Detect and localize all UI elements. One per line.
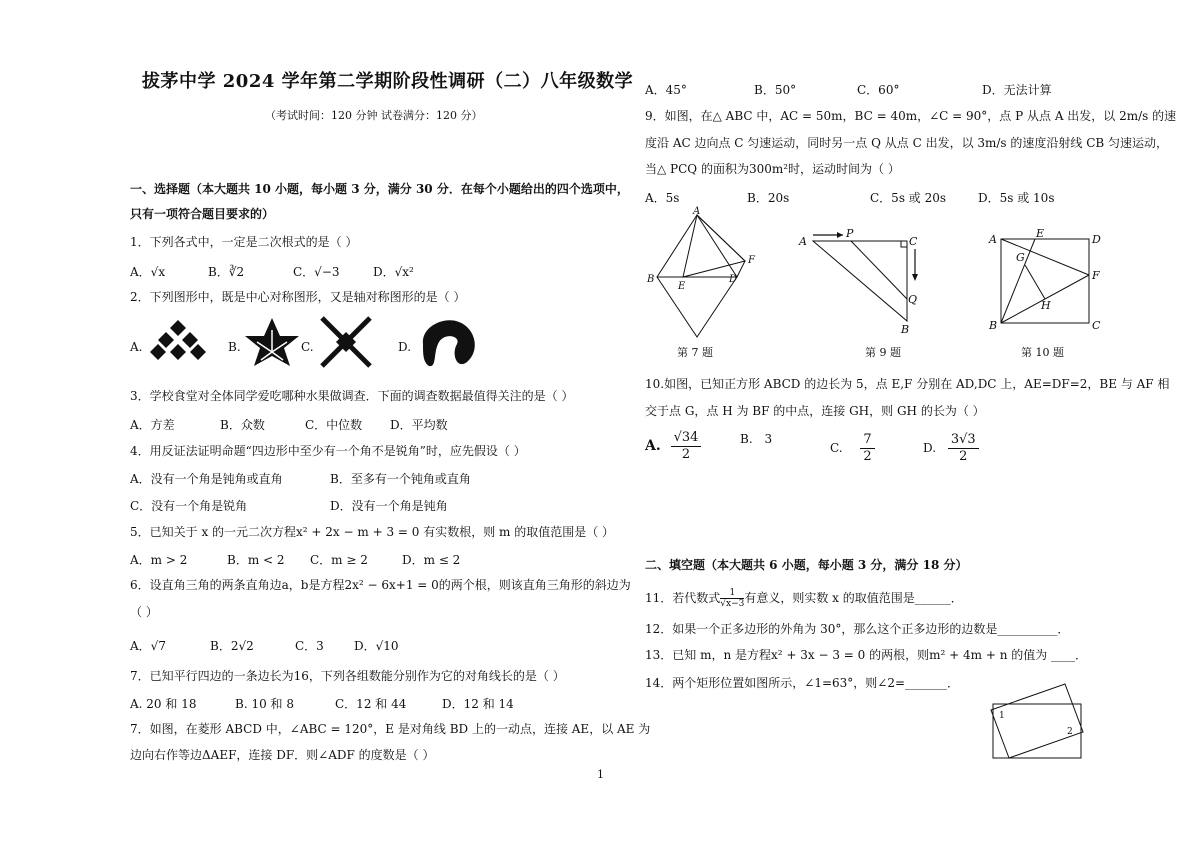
figure-9 (795, 225, 925, 335)
q8-option-d: D．无法计算 (982, 83, 1052, 97)
q2-figure-a (148, 318, 208, 366)
q7b-stem-line2: 边向右作等边ΔAEF，连接 DF．则∠ADF 的度数是（ ） (130, 748, 435, 762)
q3-option-b: B．众数 (220, 418, 265, 432)
q2-figure-b (243, 316, 301, 368)
q9-stem-line2: 度沿 AC 边向点 C 匀速运动，同时另一点 Q 从点 C 出发，以 3m/s 的速度沿射线 CB 匀速运动， (645, 136, 1169, 150)
figure-7 (645, 205, 775, 340)
q4-stem: 4．用反证法证明命题“四边形中至少有一个角不是锐角”时，应先假设（ ） (130, 444, 526, 458)
q7a-option-c: C．12 和 44 (335, 697, 407, 711)
fig10-label-c: C (1092, 319, 1101, 332)
q4-option-c: C．没有一个角是锐角 (130, 499, 248, 513)
q2-label-b: B. (228, 340, 241, 354)
fig10-label-g: G (1016, 251, 1025, 264)
q4-option-a: A．没有一个角是钝角或直角 (130, 472, 283, 486)
fig9-label-q: Q (908, 293, 918, 306)
q3-option-d: D．平均数 (390, 418, 448, 432)
q2-label-d: D. (398, 340, 412, 354)
q1-option-a: A．√x (130, 265, 166, 279)
fig10-label-f: F (1092, 269, 1100, 282)
q1-stem: 1．下列各式中，一定是二次根式的是（ ） (130, 235, 358, 249)
q10-stem-line1: 10.如图，已知正方形 ABCD 的边长为 5，点 E,F 分别在 AD,DC 上，AE=DF=2，BE 与 AF 相 (645, 377, 1170, 391)
q5-option-c: C．m ≥ 2 (310, 553, 368, 567)
q4-option-d: D．没有一个角是钝角 (330, 499, 448, 513)
q2-figure-c (318, 314, 374, 370)
q9-stem-line1: 9．如图，在△ ABC 中，AC = 50m，BC = 40m，∠C = 90°，点 P 从点 A 出发，以 2m/s 的速 (645, 109, 1177, 123)
fig10-label-e: E (1036, 227, 1045, 240)
q14-stem: 14．两个矩形位置如图所示，∠1=63°，则∠2=_______． (645, 676, 960, 690)
fig7-label-a: A (693, 206, 701, 217)
q7a-stem: 7．已知平行四边的一条边长为16，下列各组数能分别作为它的对角线长的是（ ） (130, 669, 565, 683)
figure-10 (985, 225, 1115, 335)
fig9-label-c: C (909, 235, 918, 248)
q5-option-d: D．m ≤ 2 (402, 553, 461, 567)
q8-option-a: A．45° (645, 83, 687, 97)
q2-label-c: C. (301, 340, 314, 354)
q10-stem-line2: 交于点 G，点 H 为 BF 的中点，连接 GH，则 GH 的长为（ ） (645, 404, 985, 418)
q10-option-d: D. $\frac{3√3}{2}$ (923, 432, 979, 465)
q10-option-a: A. $\frac{√34}{2}$ (645, 430, 701, 463)
fig9-label-a: A (799, 235, 807, 248)
figure-10-caption: 第 10 题 (1021, 346, 1064, 359)
q3-stem: 3．学校食堂对全体同学爱吃哪种水果做调查．下面的调查数据最值得关注的是（ ） (130, 389, 574, 403)
figure-9-caption: 第 9 题 (865, 346, 901, 359)
q8-option-c: C．60° (857, 83, 900, 97)
q6-option-a: A．√7 (130, 639, 166, 653)
q5-stem: 5．已知关于 x 的一元二次方程x² + 2x − m + 3 = 0 有实数根，则 m 的取值范围是（ ） (130, 525, 615, 539)
q10-option-c: C. $\frac{7}{2}$ (830, 432, 875, 465)
q11-stem: 11．若代数式 $\frac{1}{√x-3}$ 有意义，则实数 x 的取值范围是______． (645, 588, 963, 609)
q9-stem-line3: 当△ PCQ 的面积为300m²时，运动时间为（ ） (645, 162, 900, 176)
q4-option-b: B．至多有一个钝角或直角 (330, 472, 471, 486)
fig9-label-p: P (846, 227, 854, 240)
q10-option-b: B. 3 (740, 432, 773, 446)
q9-option-a: A．5s (645, 191, 680, 205)
fig7-label-e: E (678, 281, 686, 292)
fig10-label-b: B (989, 319, 998, 332)
q2-figure-d (415, 314, 481, 372)
q7a-option-b: B. 10 和 8 (235, 697, 294, 711)
q1-option-c: C．√−3 (293, 265, 340, 279)
q6-stem-line2: （ ） (130, 605, 158, 619)
q9-option-d: D．5s 或 10s (978, 191, 1055, 205)
fig7-label-d: D (729, 274, 738, 285)
section1-heading-line2: 只有一项符合题目要求的） (130, 207, 275, 221)
q7b-stem-line1: 7．如图，在菱形 ABCD 中，∠ABC = 120°，E 是对角线 BD 上的一动点，连接 AE，以 AE 为 (130, 722, 651, 736)
q7a-option-a: A. 20 和 18 (130, 697, 197, 711)
figure-14 (985, 680, 1095, 762)
q3-option-a: A．方差 (130, 418, 175, 432)
fig7-label-f: F (748, 255, 755, 266)
exam-info: （考试时间：120 分钟 试卷满分：120 分） (265, 109, 483, 122)
fig14-angle-1: 1 (999, 711, 1005, 721)
page-number: 1 (597, 768, 604, 781)
section1-heading-line1: 一、选择题（本大题共 10 小题，每小题 3 分，满分 30 分．在每个小题给出的四个选项中， (130, 182, 629, 196)
fig7-label-b: B (647, 274, 655, 285)
fig14-angle-2: 2 (1067, 727, 1073, 737)
page-title: 拔茅中学 2024 学年第二学期阶段性调研（二）八年级数学 (142, 71, 634, 92)
q6-stem-line1: 6．设直角三角的两条直角边a，b是方程2x² − 6x+1 = 0的两个根，则该直角三角形的斜边为 (130, 578, 631, 592)
q2-label-a: A. (130, 340, 143, 354)
fig10-label-h: H (1041, 299, 1051, 312)
q5-option-b: B．m < 2 (227, 553, 285, 567)
q6-option-c: C．3 (295, 639, 324, 653)
q5-option-a: A．m > 2 (130, 553, 188, 567)
fig9-label-b: B (901, 323, 910, 335)
section2-heading: 二、填空题（本大题共 6 小题，每小题 3 分，满分 18 分） (645, 558, 968, 572)
q13-stem: 13．已知 m，n 是方程x² + 3x − 3 = 0 的两根，则m² + 4m + n 的值为 ____． (645, 648, 1088, 662)
q6-option-b: B．2√2 (210, 639, 254, 653)
fig10-label-d: D (1092, 233, 1101, 246)
q2-stem: 2．下列图形中，既是中心对称图形，又是轴对称图形的是（ ） (130, 290, 466, 304)
q9-option-b: B．20s (747, 191, 790, 205)
fig10-label-a: A (989, 233, 997, 246)
q12-stem: 12．如果一个正多边形的外角为 30°，那么这个正多边形的边数是__________． (645, 622, 1070, 636)
q1-option-d: D．√x² (373, 265, 414, 279)
q3-option-c: C．中位数 (305, 418, 363, 432)
q8-option-b: B．50° (754, 83, 797, 97)
q9-option-c: C．5s 或 20s (870, 191, 947, 205)
figure-7-caption: 第 7 题 (677, 346, 713, 359)
q6-option-d: D．√10 (354, 639, 399, 653)
q1-option-b: B．∛2 (208, 265, 245, 279)
q7a-option-d: D．12 和 14 (442, 697, 514, 711)
